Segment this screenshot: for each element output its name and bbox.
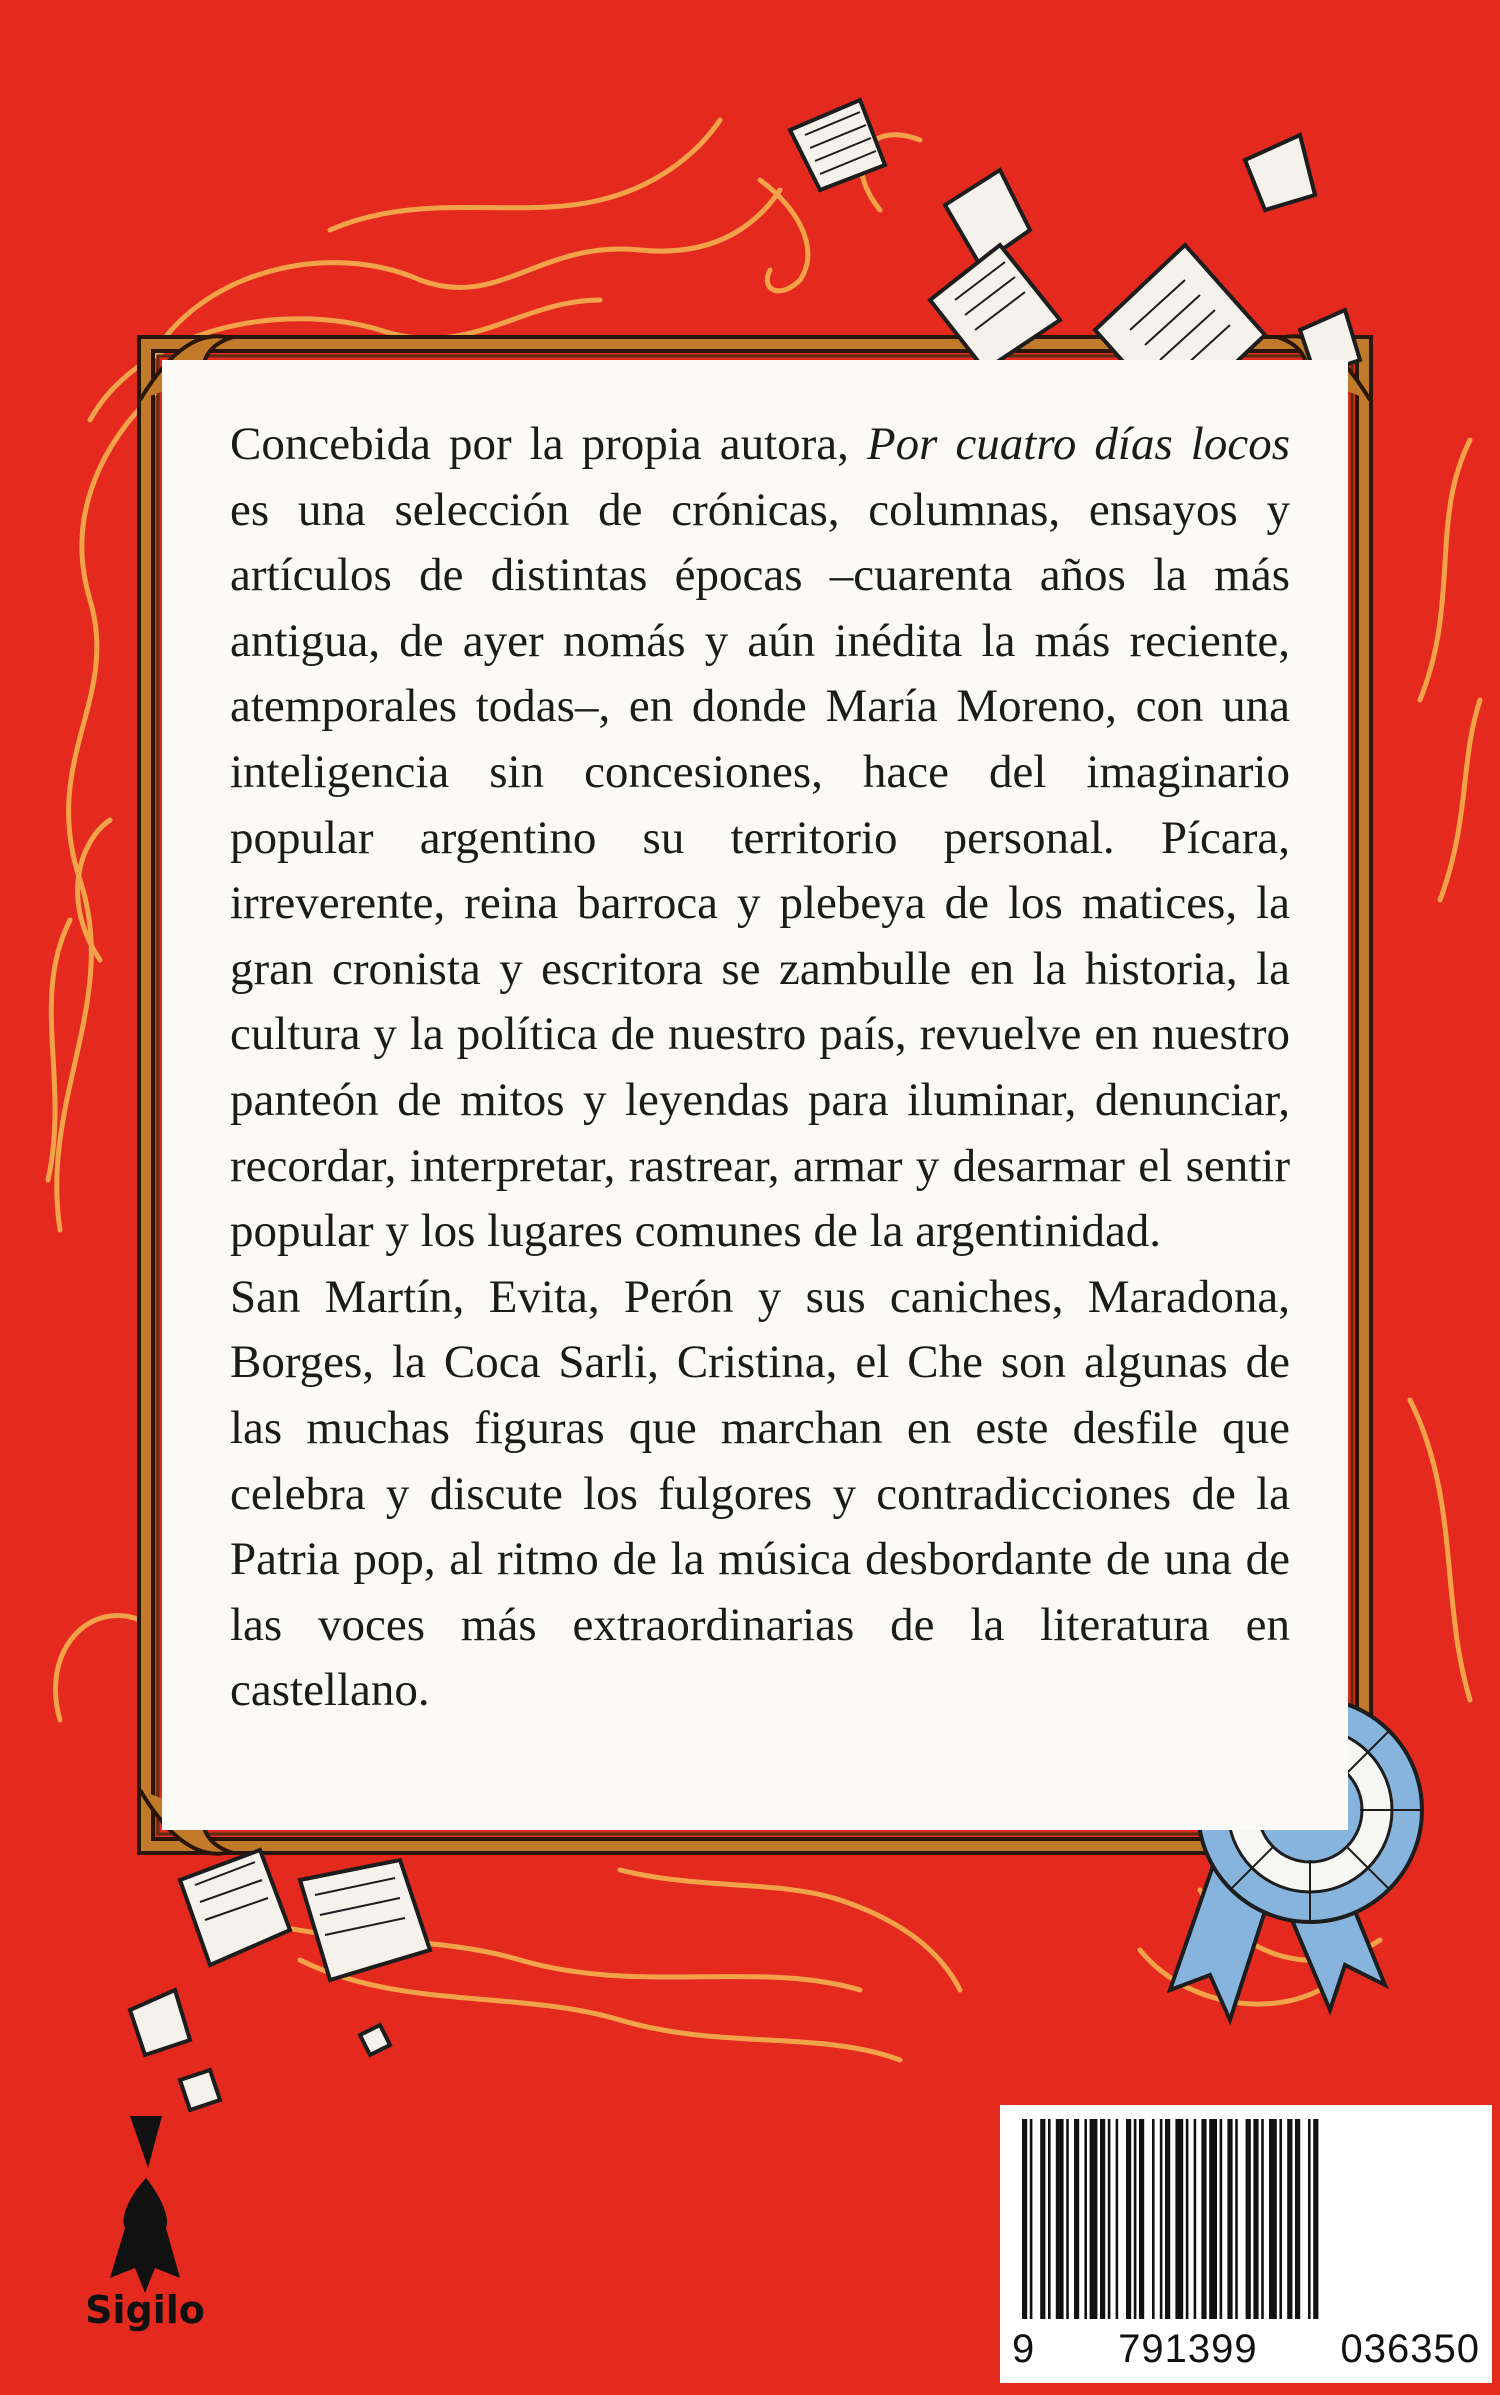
barcode-bar <box>1194 2119 1197 2319</box>
barcode-bar <box>1175 2119 1183 2319</box>
barcode-bar <box>1313 2119 1318 2319</box>
blurb-paragraph-2: San Martín, Evita, Perón y sus caniches, Maradona, Borges, la Coca Sarli, Cristina, el Che son algunas de las muchas figuras que marchan en este desfile que celebra y discute los fulgores y contradicciones de la Patria pop, al ritmo de la música desbordante de una de las voces más extraordinarias de la literatura en castellano. <box>230 1270 1290 1717</box>
barcode-bar <box>1048 2119 1051 2319</box>
barcode-bar <box>1209 2119 1217 2319</box>
barcode-bar <box>1074 2119 1079 2319</box>
barcode-bar <box>1022 2119 1027 2319</box>
barcode-bar <box>1066 2119 1069 2319</box>
barcode-bar <box>1287 2119 1292 2319</box>
barcode-bar <box>1235 2119 1238 2319</box>
barcode-bar <box>1160 2119 1163 2319</box>
barcode-bar <box>1030 2119 1033 2319</box>
barcode-bar <box>1269 2119 1277 2319</box>
barcode-bar <box>1139 2119 1144 2319</box>
barcode-bar <box>1308 2119 1311 2319</box>
barcode-bar <box>1056 2119 1064 2319</box>
barcode-bar <box>1253 2119 1258 2319</box>
sigilo-logo-icon <box>70 2108 220 2308</box>
barcode-bar <box>1165 2119 1170 2319</box>
barcode <box>1000 2105 1492 2383</box>
barcode-bar <box>1152 2119 1155 2319</box>
barcode-bar <box>1084 2119 1087 2319</box>
book-title: Por cuatro días locos <box>866 418 1291 470</box>
blurb-intro-before-title: Concebida por la propia autora, <box>230 418 867 470</box>
barcode-bar <box>1108 2119 1111 2319</box>
barcode-bar <box>1261 2119 1264 2319</box>
barcode-icon <box>1000 2105 1492 2337</box>
barcode-bar <box>1279 2119 1282 2319</box>
barcode-digits-2: 791399 <box>1114 2327 1261 2372</box>
publisher-name: Sigilo <box>85 2288 205 2332</box>
barcode-digits-1: 9 <box>1008 2327 1039 2372</box>
back-cover-blurb <box>230 412 1290 1724</box>
barcode-bar <box>1090 2119 1098 2319</box>
barcode-bar <box>1201 2119 1206 2319</box>
barcode-bar <box>1186 2119 1189 2319</box>
barcode-bar <box>1220 2119 1223 2319</box>
barcode-bar <box>1134 2119 1137 2319</box>
barcode-bar <box>1295 2119 1300 2319</box>
barcode-number <box>1008 2327 1484 2372</box>
blurb-paragraph-1 <box>230 412 1290 1265</box>
barcode-bar <box>1116 2119 1119 2319</box>
barcode-bar <box>1126 2119 1131 2319</box>
barcode-digits-3: 036350 <box>1337 2327 1484 2372</box>
barcode-bar <box>1227 2119 1232 2319</box>
barcode-bar <box>1100 2119 1105 2319</box>
blurb-intro-after-title: es una selección de crónicas, columnas, ensayos y artículos de distintas épocas –cuarenta años la más antigua, de ayer nomás y aún inédita la más reciente, atemporales todas–, en donde María Moreno, con una inteligencia sin concesiones, hace del imaginario popular argentino su territorio personal. Pícara, irreverente, reina barroca y plebeya de los matices, la gran cronista y escritora se zambulle en la historia, la cultura y la política de nuestro país, revuelve en nuestro panteón de mitos y leyendas para iluminar, denunciar, recordar, interpretar, rastrear, armar y desarmar el sentir popular y los lugares comunes de la argentinidad. <box>230 483 1290 1258</box>
barcode-bar <box>1040 2119 1045 2319</box>
barcode-bar <box>1246 2119 1251 2319</box>
